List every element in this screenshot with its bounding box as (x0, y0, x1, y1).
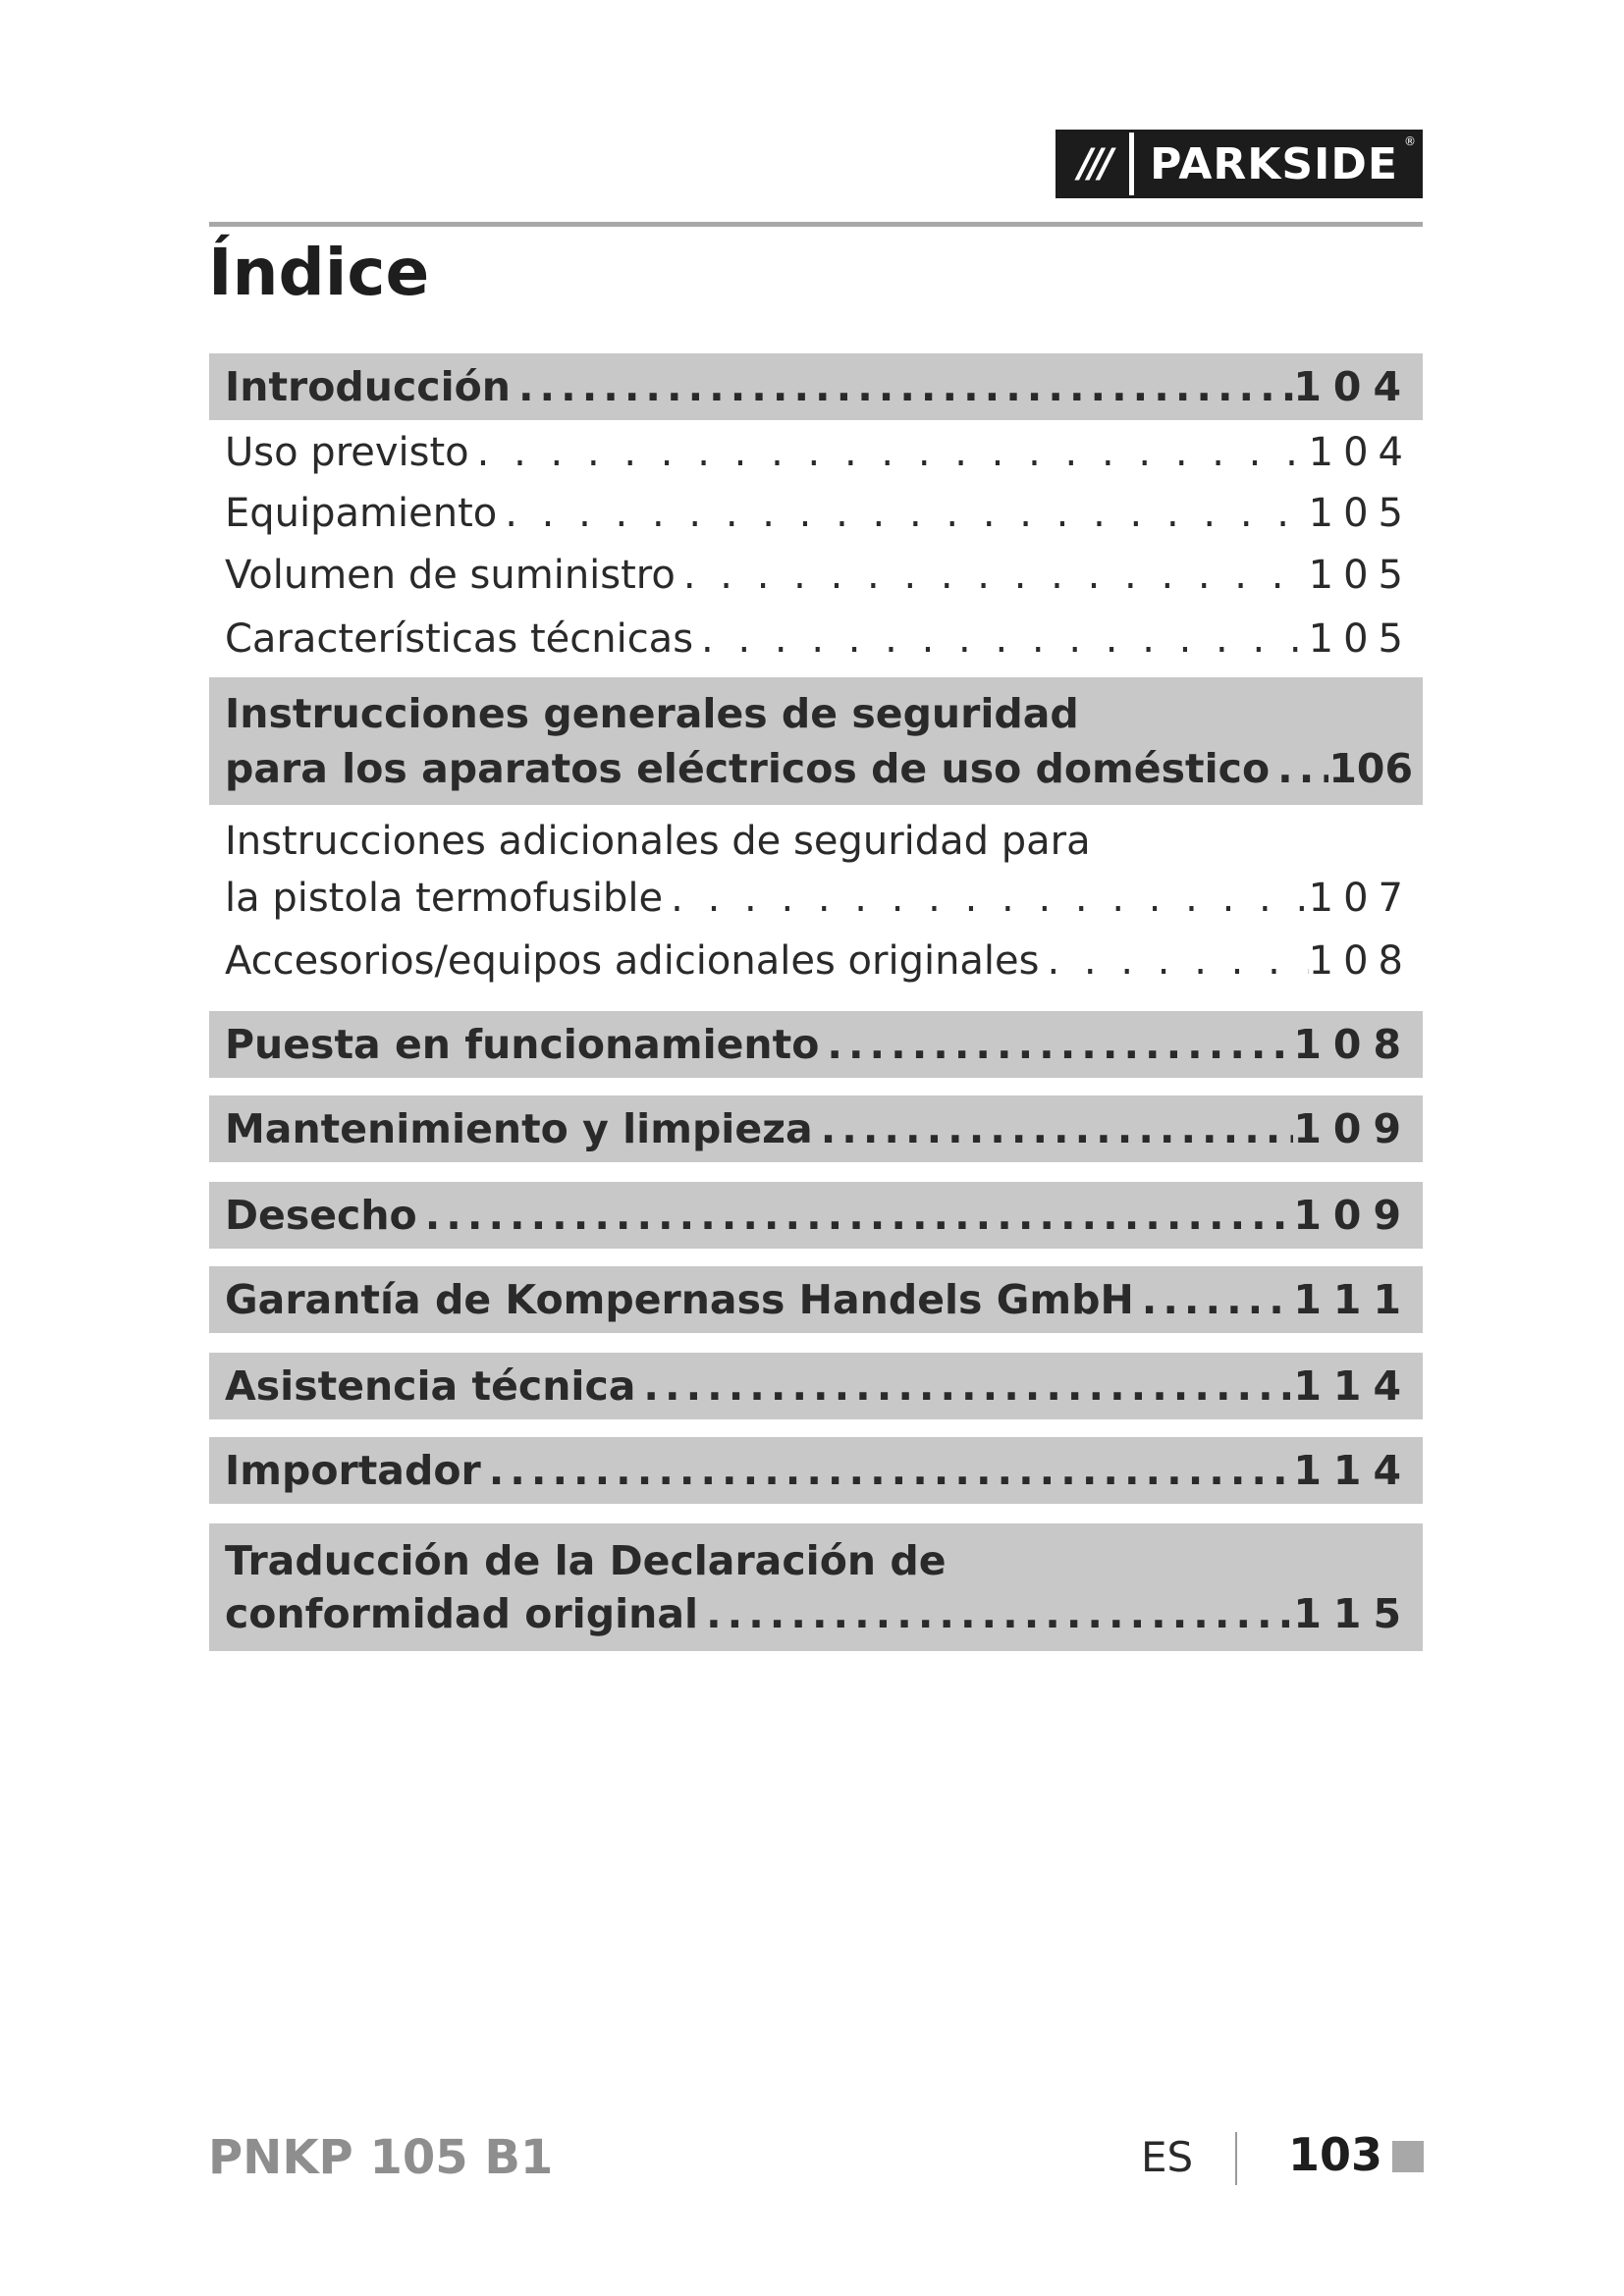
toc-leader (511, 363, 1293, 410)
table-of-contents (209, 353, 1423, 1651)
toc-leader (819, 1021, 1293, 1068)
toc-section-importador[interactable] (209, 1437, 1423, 1504)
toc-leader (663, 876, 1308, 921)
toc-item-volumen-de-suministro[interactable] (209, 544, 1423, 607)
toc-page: 106 (1328, 745, 1413, 792)
logo-text: PARKSIDE (1150, 138, 1398, 189)
toc-leader (417, 1192, 1294, 1239)
toc-leader (693, 616, 1309, 662)
toc-label-line-1: Traducción de la Declaración de (225, 1537, 947, 1584)
toc-page: 114 (1293, 1447, 1413, 1494)
toc-leader (481, 1447, 1294, 1494)
toc-label: Desecho (225, 1192, 417, 1239)
toc-item-equipamiento[interactable] (209, 483, 1423, 544)
toc-label: Importador (225, 1447, 481, 1494)
toc-label: Puesta en funcionamiento (225, 1021, 820, 1068)
toc-leader (635, 1362, 1293, 1410)
toc-item-caracteristicas-tecnicas[interactable] (209, 607, 1423, 671)
toc-page: 105 (1308, 616, 1413, 662)
toc-label: Asistencia técnica (225, 1362, 636, 1410)
toc-page: 105 (1308, 491, 1413, 536)
toc-section-instrucciones-generales[interactable] (209, 677, 1423, 805)
toc-label-line-2: la pistola termofusible (225, 876, 664, 921)
toc-label: Volumen de suministro (225, 553, 676, 598)
toc-label: Mantenimiento y limpieza (225, 1105, 813, 1152)
toc-label-line-1: Instrucciones adicionales de seguridad para (225, 819, 1091, 864)
toc-label-line-1: Instrucciones generales de seguridad (225, 690, 1079, 737)
toc-page: 105 (1308, 553, 1413, 598)
toc-section-desecho[interactable] (209, 1182, 1423, 1249)
toc-section-garantia[interactable] (209, 1266, 1423, 1333)
toc-page: 114 (1293, 1362, 1413, 1410)
toc-page: 108 (1293, 1021, 1413, 1068)
toc-section-declaracion-de-conformidad[interactable] (209, 1523, 1423, 1651)
toc-label-line-2: conformidad original (225, 1590, 699, 1637)
footer-separator (1235, 2132, 1237, 2185)
model-number: PNKP 105 B1 (208, 2130, 554, 2185)
toc-item-accesorios[interactable] (209, 931, 1423, 991)
registered-mark: ® (1404, 134, 1416, 148)
toc-page: 104 (1308, 430, 1413, 475)
toc-page: 108 (1308, 938, 1413, 984)
toc-page: 107 (1308, 876, 1413, 921)
toc-label-line-2: para los aparatos eléctricos de uso doméstico (225, 745, 1271, 792)
toc-page: 111 (1293, 1276, 1413, 1323)
toc-leader (1040, 938, 1309, 984)
toc-leader (1270, 745, 1328, 792)
toc-section-introduccion[interactable] (209, 353, 1423, 420)
toc-item-instrucciones-adicionales[interactable] (209, 809, 1423, 931)
toc-label: Uso previsto (225, 430, 469, 475)
toc-label: Características técnicas (225, 616, 694, 662)
toc-leader (469, 430, 1309, 475)
toc-leader (497, 491, 1308, 536)
language-code: ES (1141, 2133, 1194, 2181)
toc-label: Accesorios/equipos adicionales originales (225, 938, 1040, 984)
toc-page: 104 (1293, 363, 1413, 410)
toc-section-asistencia-tecnica[interactable] (209, 1353, 1423, 1419)
toc-label: Introducción (225, 363, 511, 410)
parkside-logo (1056, 130, 1423, 198)
toc-item-uso-previsto[interactable] (209, 422, 1423, 483)
toc-leader (1134, 1276, 1294, 1323)
header-rule (209, 222, 1423, 227)
toc-leader (676, 553, 1309, 598)
page-number: 103 (1288, 2128, 1383, 2181)
toc-page: 109 (1293, 1192, 1413, 1239)
logo-stripes: /// (1058, 133, 1134, 195)
toc-page: 115 (1293, 1590, 1413, 1637)
toc-section-mantenimiento[interactable] (209, 1095, 1423, 1162)
toc-page: 109 (1293, 1105, 1413, 1152)
toc-label: Garantía de Kompernass Handels GmbH (225, 1276, 1134, 1323)
toc-label: Equipamiento (225, 491, 498, 536)
page-marker-square (1392, 2141, 1424, 2172)
toc-leader (813, 1105, 1294, 1152)
toc-leader (698, 1590, 1293, 1637)
toc-section-puesta-en-funcionamiento[interactable] (209, 1011, 1423, 1078)
page-title: Índice (208, 235, 430, 310)
